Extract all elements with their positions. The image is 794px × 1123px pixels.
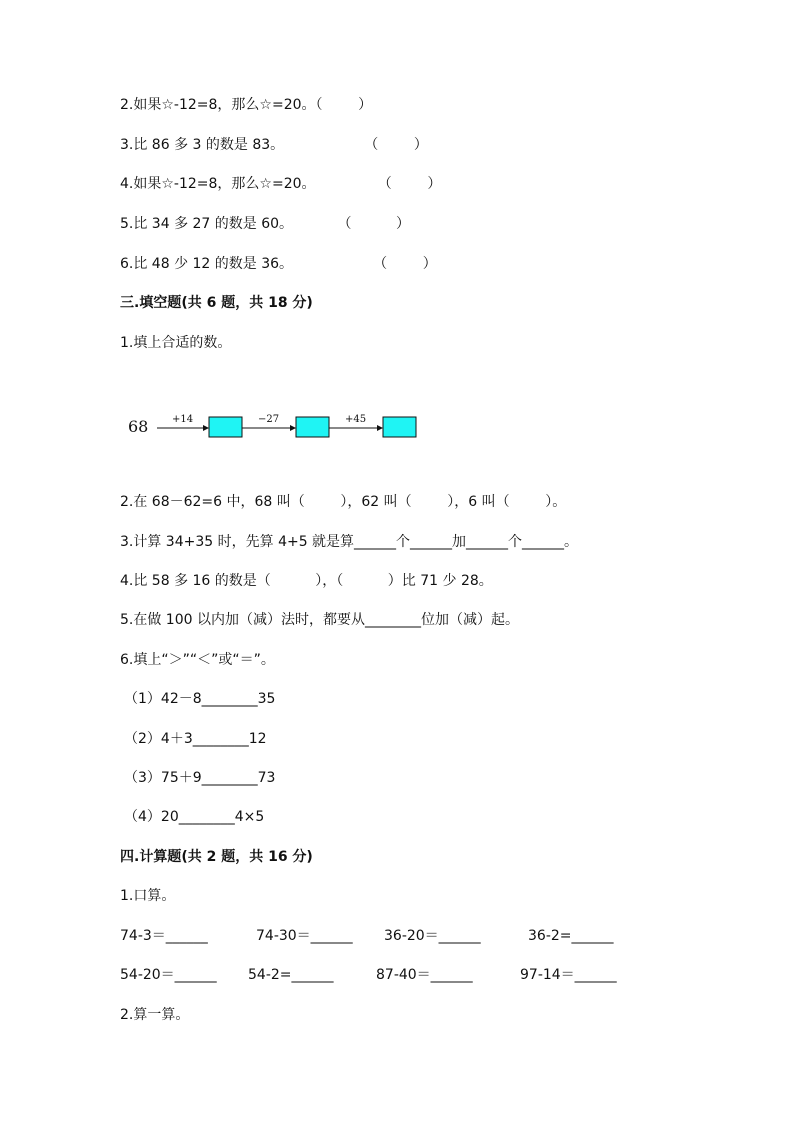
calc-question-1: 1.口算。 xyxy=(120,888,176,904)
chain-start-number: 68 xyxy=(128,417,149,436)
oral-calc-row-2 xyxy=(120,965,640,985)
chain-answer-box-1[interactable] xyxy=(209,417,242,437)
oral-calc-item: 54-20＝______ xyxy=(120,967,217,983)
chain-answer-box-2[interactable] xyxy=(296,417,329,437)
fill-question-5: 5.在做 100 以内加（减）法时，都要从________位加（减）起。 xyxy=(120,612,519,628)
chain-op-1: +14 xyxy=(172,414,194,425)
fill-question-3: 3.计算 34+35 时，先算 4+5 就是算______个______加______个______。 xyxy=(120,534,579,550)
section-4-title: 四.计算题(共 2 题，共 16 分) xyxy=(120,849,313,865)
judgement-item-4: 4.如果☆-12=8，那么☆=20。 （ ） xyxy=(120,176,442,192)
oral-calc-item: 97-14＝______ xyxy=(520,967,617,983)
fill-question-4: 4.比 58 多 16 的数是（ ），（ ）比 71 少 28。 xyxy=(120,573,493,589)
chain-answer-box-3[interactable] xyxy=(383,417,416,437)
oral-calc-item: 87-40＝______ xyxy=(376,967,473,983)
fill-question-1: 1.填上合适的数。 xyxy=(120,335,232,351)
oral-calc-item: 36-2=______ xyxy=(528,928,614,944)
oral-calc-item: 36-20＝______ xyxy=(384,928,481,944)
compare-item-1: （1）42－8________35 xyxy=(124,691,276,707)
oral-calc-row-1 xyxy=(120,926,640,946)
oral-calc-item: 74-30＝______ xyxy=(256,928,353,944)
judgement-item-2: 2.如果☆-12=8，那么☆=20。（ ） xyxy=(120,97,373,113)
compare-item-2: （2）4＋3________12 xyxy=(124,731,267,747)
oral-calc-item: 74-3＝______ xyxy=(120,928,208,944)
judgement-item-5: 5.比 34 多 27 的数是 60。 （ ） xyxy=(120,216,411,232)
fill-question-2: 2.在 68－62=6 中，68 叫（ ），62 叫（ ），6 叫（ ）。 xyxy=(120,494,567,510)
number-chain-diagram xyxy=(120,404,440,448)
fill-question-6: 6.填上“＞”“＜”或“＝”。 xyxy=(120,652,275,668)
calc-question-2: 2.算一算。 xyxy=(120,1007,190,1023)
judgement-item-3: 3.比 86 多 3 的数是 83。 （ ） xyxy=(120,137,428,153)
compare-item-3: （3）75＋9________73 xyxy=(124,770,276,786)
chain-op-3: +45 xyxy=(345,414,367,425)
judgement-item-6: 6.比 48 少 12 的数是 36。 （ ） xyxy=(120,256,437,272)
section-3-title: 三.填空题(共 6 题，共 18 分) xyxy=(120,295,313,311)
oral-calc-item: 54-2=______ xyxy=(248,967,334,983)
compare-item-4: （4）20________4×5 xyxy=(124,809,265,825)
chain-op-2: −27 xyxy=(258,414,280,425)
